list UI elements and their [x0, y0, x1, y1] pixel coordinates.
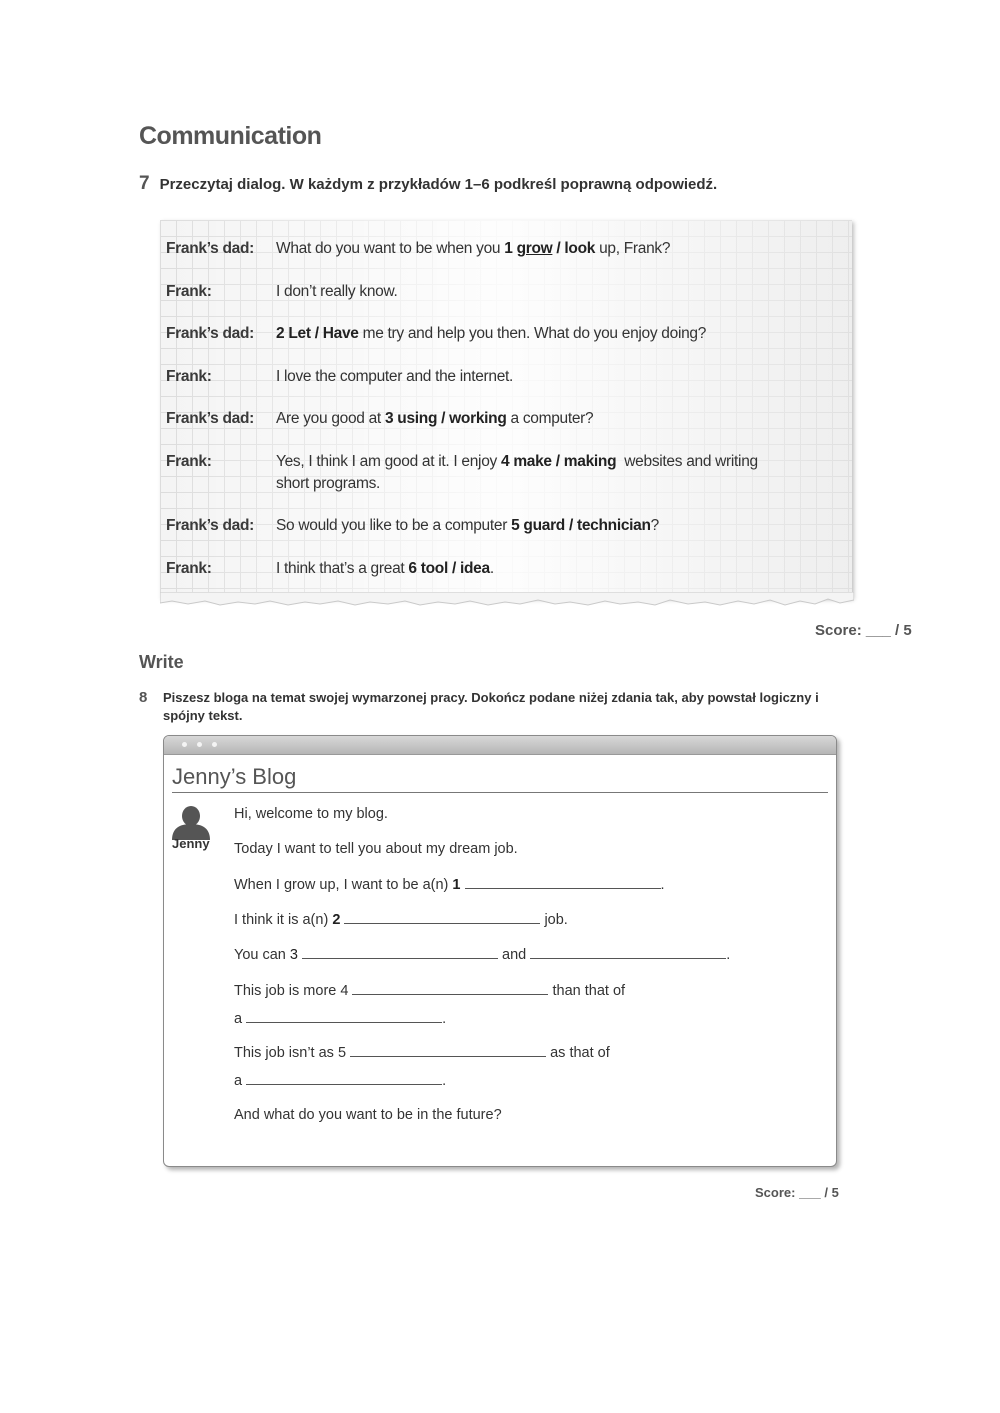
- line-text: Yes, I think I am good at it. I enjoy: [276, 453, 501, 470]
- speaker: Frank:: [166, 283, 212, 300]
- answer-blank-4a[interactable]: [352, 982, 548, 995]
- line-text: This job isn’t as: [234, 1045, 338, 1061]
- user-silhouette-icon: [170, 806, 212, 840]
- line-text: up, Frank?: [595, 240, 671, 257]
- item-number: 6: [408, 560, 417, 577]
- answer-blank-2[interactable]: [344, 911, 540, 924]
- speaker: Frank’s dad:: [166, 325, 254, 342]
- line-text: I love the computer and the internet.: [276, 368, 514, 385]
- line-text: a: [234, 1073, 247, 1089]
- blog-line: And what do you want to be in the future?: [234, 1107, 502, 1123]
- answer-blank-4b[interactable]: [246, 1010, 442, 1023]
- exercise-7-instruction: [139, 173, 717, 195]
- blog-line: [234, 876, 665, 893]
- exercise-number: 8: [139, 689, 148, 706]
- speaker: Frank’s dad:: [166, 517, 254, 534]
- item-number: 2: [332, 912, 341, 928]
- answer-option[interactable]: Have: [322, 325, 359, 342]
- answer-option[interactable]: making: [563, 453, 617, 470]
- line-text: as that of: [546, 1045, 610, 1061]
- speaker: Frank:: [166, 453, 212, 470]
- section-title-communication: Communication: [139, 122, 322, 150]
- item-number: 4: [340, 983, 349, 999]
- instruction-text: Przeczytaj dialog. W każdym z przykładów 1–6 podkreśl poprawną odpowiedź.: [159, 176, 718, 193]
- option-separator: /: [447, 560, 460, 577]
- line-text: This job is more: [234, 983, 341, 999]
- option-separator: /: [564, 517, 577, 534]
- line-text: websites and writing: [616, 453, 758, 470]
- answer-option[interactable]: Let: [288, 325, 311, 342]
- line-text: short programs.: [276, 475, 381, 492]
- item-number: 5: [511, 517, 520, 534]
- speaker: Frank:: [166, 560, 212, 577]
- line-text: a: [234, 1011, 247, 1027]
- option-separator: /: [437, 410, 450, 427]
- line-text: me try and help you then. What do you enjoy doing?: [358, 325, 707, 342]
- line-text: So would you like to be a computer: [276, 517, 512, 534]
- line-text: I don’t really know.: [276, 283, 398, 300]
- item-number: 3: [384, 410, 394, 427]
- blog-line: [234, 1044, 610, 1061]
- speaker: Frank’s dad:: [166, 410, 254, 427]
- blog-window: [163, 735, 837, 1167]
- window-dot-icon: [182, 742, 187, 747]
- line-text: You can: [234, 947, 290, 963]
- answer-option[interactable]: tool: [420, 560, 448, 577]
- answer-option[interactable]: idea: [460, 560, 490, 577]
- blog-line: [234, 946, 730, 963]
- item-number: 3: [289, 947, 298, 963]
- item-number: 1: [504, 240, 513, 257]
- blog-line: Today I want to tell you about my dream job.: [234, 841, 518, 857]
- blog-line: [234, 911, 568, 928]
- answer-option[interactable]: make: [513, 453, 552, 470]
- dialog-paper: [160, 220, 852, 598]
- exercise-8-instruction: [139, 689, 859, 729]
- answer-option[interactable]: using: [397, 410, 438, 427]
- answer-blank-3a[interactable]: [302, 946, 498, 959]
- speaker: Frank’s dad:: [166, 240, 254, 257]
- answer-option[interactable]: working: [449, 410, 507, 427]
- answer-blank-3b[interactable]: [530, 946, 726, 959]
- option-separator: /: [552, 240, 565, 257]
- answer-blank-5b[interactable]: [246, 1072, 442, 1085]
- option-separator: /: [310, 325, 323, 342]
- score-exercise-8: Score: ___ / 5: [755, 1185, 839, 1200]
- section-title-write: Write: [139, 652, 184, 672]
- line-text: .: [726, 947, 731, 963]
- item-number: 4: [500, 453, 510, 470]
- window-dot-icon: [212, 742, 217, 747]
- option-separator: /: [551, 453, 564, 470]
- line-text: When I grow up, I want to be a(n): [234, 877, 453, 893]
- blog-line: [234, 1072, 446, 1089]
- line-text: .: [660, 877, 665, 893]
- answer-blank-5a[interactable]: [350, 1044, 546, 1057]
- answer-blank-1[interactable]: [465, 876, 661, 889]
- speaker: Frank:: [166, 368, 212, 385]
- line-text: job.: [540, 912, 568, 928]
- author-name: Jenny: [172, 836, 210, 851]
- line-text: a computer?: [506, 410, 594, 427]
- line-text: .: [489, 560, 494, 577]
- instruction-text: Piszesz bloga na temat swojej wymarzonej pracy. Dokończ podane niżej zdania tak, aby powstał logiczny i spójny tekst.: [163, 690, 819, 723]
- line-text: Are you good at: [276, 410, 385, 427]
- line-text: and: [498, 947, 531, 963]
- line-text: What do you want to be when you: [276, 240, 505, 257]
- window-title-bar: [164, 736, 836, 755]
- answer-option[interactable]: look: [564, 240, 596, 257]
- line-text: I think that’s a great: [276, 560, 409, 577]
- answer-option[interactable]: grow: [516, 240, 553, 257]
- blog-line: Hi, welcome to my blog.: [234, 806, 388, 822]
- item-number: 1: [452, 877, 461, 893]
- answer-option[interactable]: guard: [523, 517, 565, 534]
- answer-option[interactable]: technician: [577, 517, 651, 534]
- line-text: ?: [650, 517, 659, 534]
- blog-line: [234, 982, 625, 999]
- item-number: 5: [337, 1045, 347, 1061]
- blog-title: Jenny’s Blog: [172, 764, 828, 793]
- line-text: .: [442, 1011, 447, 1027]
- line-text: .: [442, 1073, 447, 1089]
- item-number: 2: [276, 325, 285, 342]
- score-exercise-7: Score: ___ / 5: [815, 622, 912, 639]
- line-text: than that of: [548, 983, 626, 999]
- blog-line: [234, 1010, 446, 1027]
- window-dot-icon: [197, 742, 202, 747]
- line-text: I think it is a(n): [234, 912, 333, 928]
- exercise-number: 7: [139, 173, 150, 194]
- torn-paper-edge: [160, 592, 854, 610]
